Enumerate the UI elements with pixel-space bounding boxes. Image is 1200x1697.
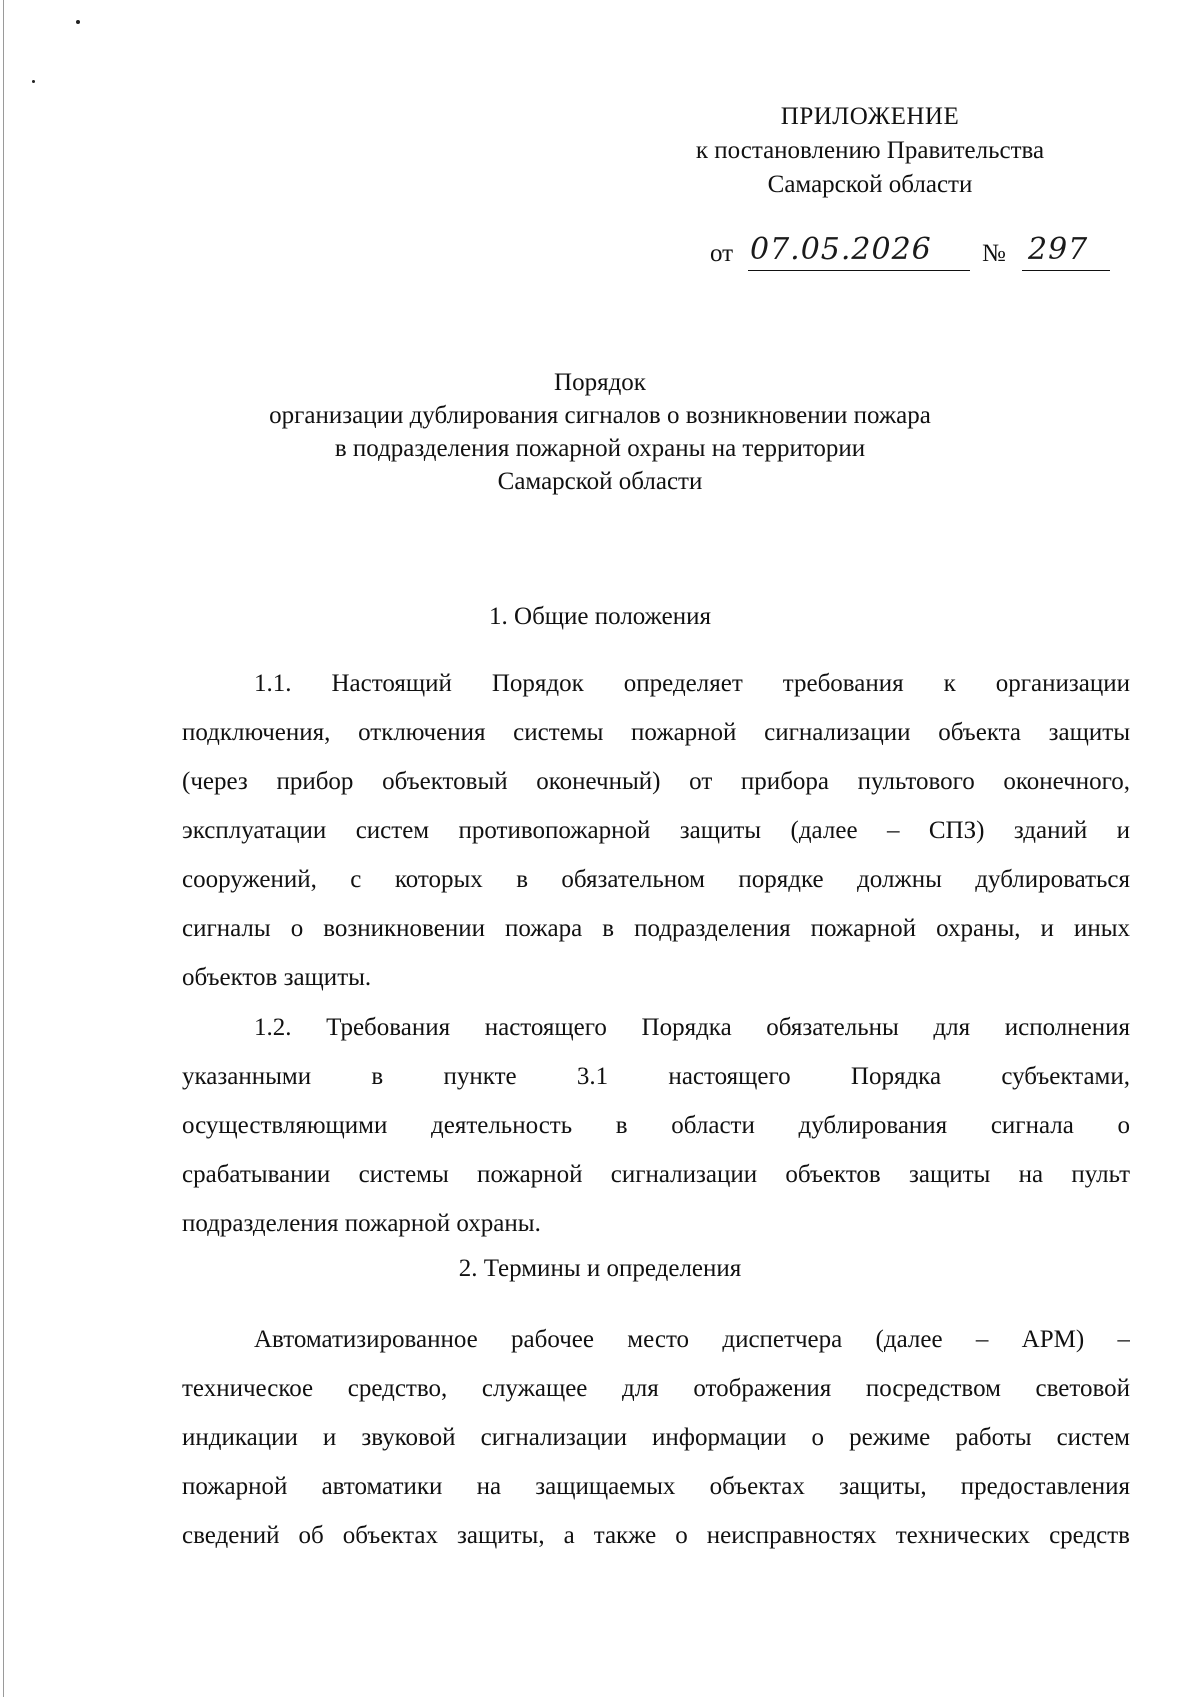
document-title xyxy=(160,366,1040,498)
decree-date-number xyxy=(710,230,1110,274)
paragraph-line: техническое средство, служащее для отображения посредством световой xyxy=(182,1375,1130,1402)
appendix-line-3: Самарской области xyxy=(767,171,973,198)
appendix-line-2: к постановлению Правительства xyxy=(695,137,1045,164)
section-2-paragraph-1 xyxy=(182,1315,1130,1560)
decree-number-handwritten: 297 xyxy=(1028,232,1089,267)
document-title-line-4: Самарской области xyxy=(497,468,703,495)
paragraph-line: подключения, отключения системы пожарной сигнализации объекта защиты xyxy=(182,719,1130,746)
section-1-paragraph-2 xyxy=(182,1003,1130,1248)
scan-speck xyxy=(32,80,35,83)
appendix-title: ПРИЛОЖЕНИЕ xyxy=(780,103,960,130)
paragraph-line: (через прибор объектовый оконечный) от прибора пультового оконечного, xyxy=(182,768,1130,795)
paragraph-line: срабатывании системы пожарной сигнализации объектов защиты на пульт xyxy=(182,1161,1130,1188)
decree-date-underline xyxy=(748,270,970,271)
paragraph-line: пожарной автоматики на защищаемых объектах защиты, предоставления xyxy=(182,1473,1130,1500)
paragraph-line: сооружений, с которых в обязательном порядке должны дублироваться xyxy=(182,866,1130,893)
decree-date-handwritten: 07.05.2026 xyxy=(750,232,932,267)
section-2-heading: 2. Термины и определения xyxy=(458,1255,742,1282)
appendix-block xyxy=(640,100,1100,202)
paragraph-line: сигналы о возникновении пожара в подразделения пожарной охраны, и иных xyxy=(182,915,1130,942)
paragraph-line: Автоматизированное рабочее место диспетчера (далее – АРМ) – xyxy=(254,1326,1130,1353)
decree-number-label: № xyxy=(982,240,1006,267)
paragraph-line: осуществляющими деятельность в области дублирования сигнала о xyxy=(182,1112,1130,1139)
scan-speck xyxy=(76,20,80,24)
paragraph-line: эксплуатации систем противопожарной защиты (далее – СПЗ) зданий и xyxy=(182,817,1130,844)
document-title-line-2: организации дублирования сигналов о возникновении пожара xyxy=(269,402,931,429)
paragraph-line: сведений об объектах защиты, а также о неисправностях технических средств xyxy=(182,1522,1130,1549)
section-1-heading: 1. Общие положения xyxy=(489,603,711,630)
document-title-line-1: Порядок xyxy=(554,369,646,396)
paragraph-line: подразделения пожарной охраны. xyxy=(182,1210,541,1237)
paragraph-line: 1.1. Настоящий Порядок определяет требования к организации xyxy=(254,670,1130,697)
paragraph-line: указанными в пункте 3.1 настоящего Порядка субъектами, xyxy=(182,1063,1130,1090)
paragraph-line: объектов защиты. xyxy=(182,964,372,991)
paragraph-line: индикации и звуковой сигнализации информации о режиме работы систем xyxy=(182,1424,1130,1451)
document-title-line-3: в подразделения пожарной охраны на территории xyxy=(334,435,866,462)
section-1-paragraph-1 xyxy=(182,659,1130,1002)
scan-left-edge xyxy=(3,0,4,1697)
paragraph-line: 1.2. Требования настоящего Порядка обязательны для исполнения xyxy=(254,1014,1130,1041)
decree-from-label: от xyxy=(710,240,734,267)
decree-number-underline xyxy=(1022,270,1110,271)
